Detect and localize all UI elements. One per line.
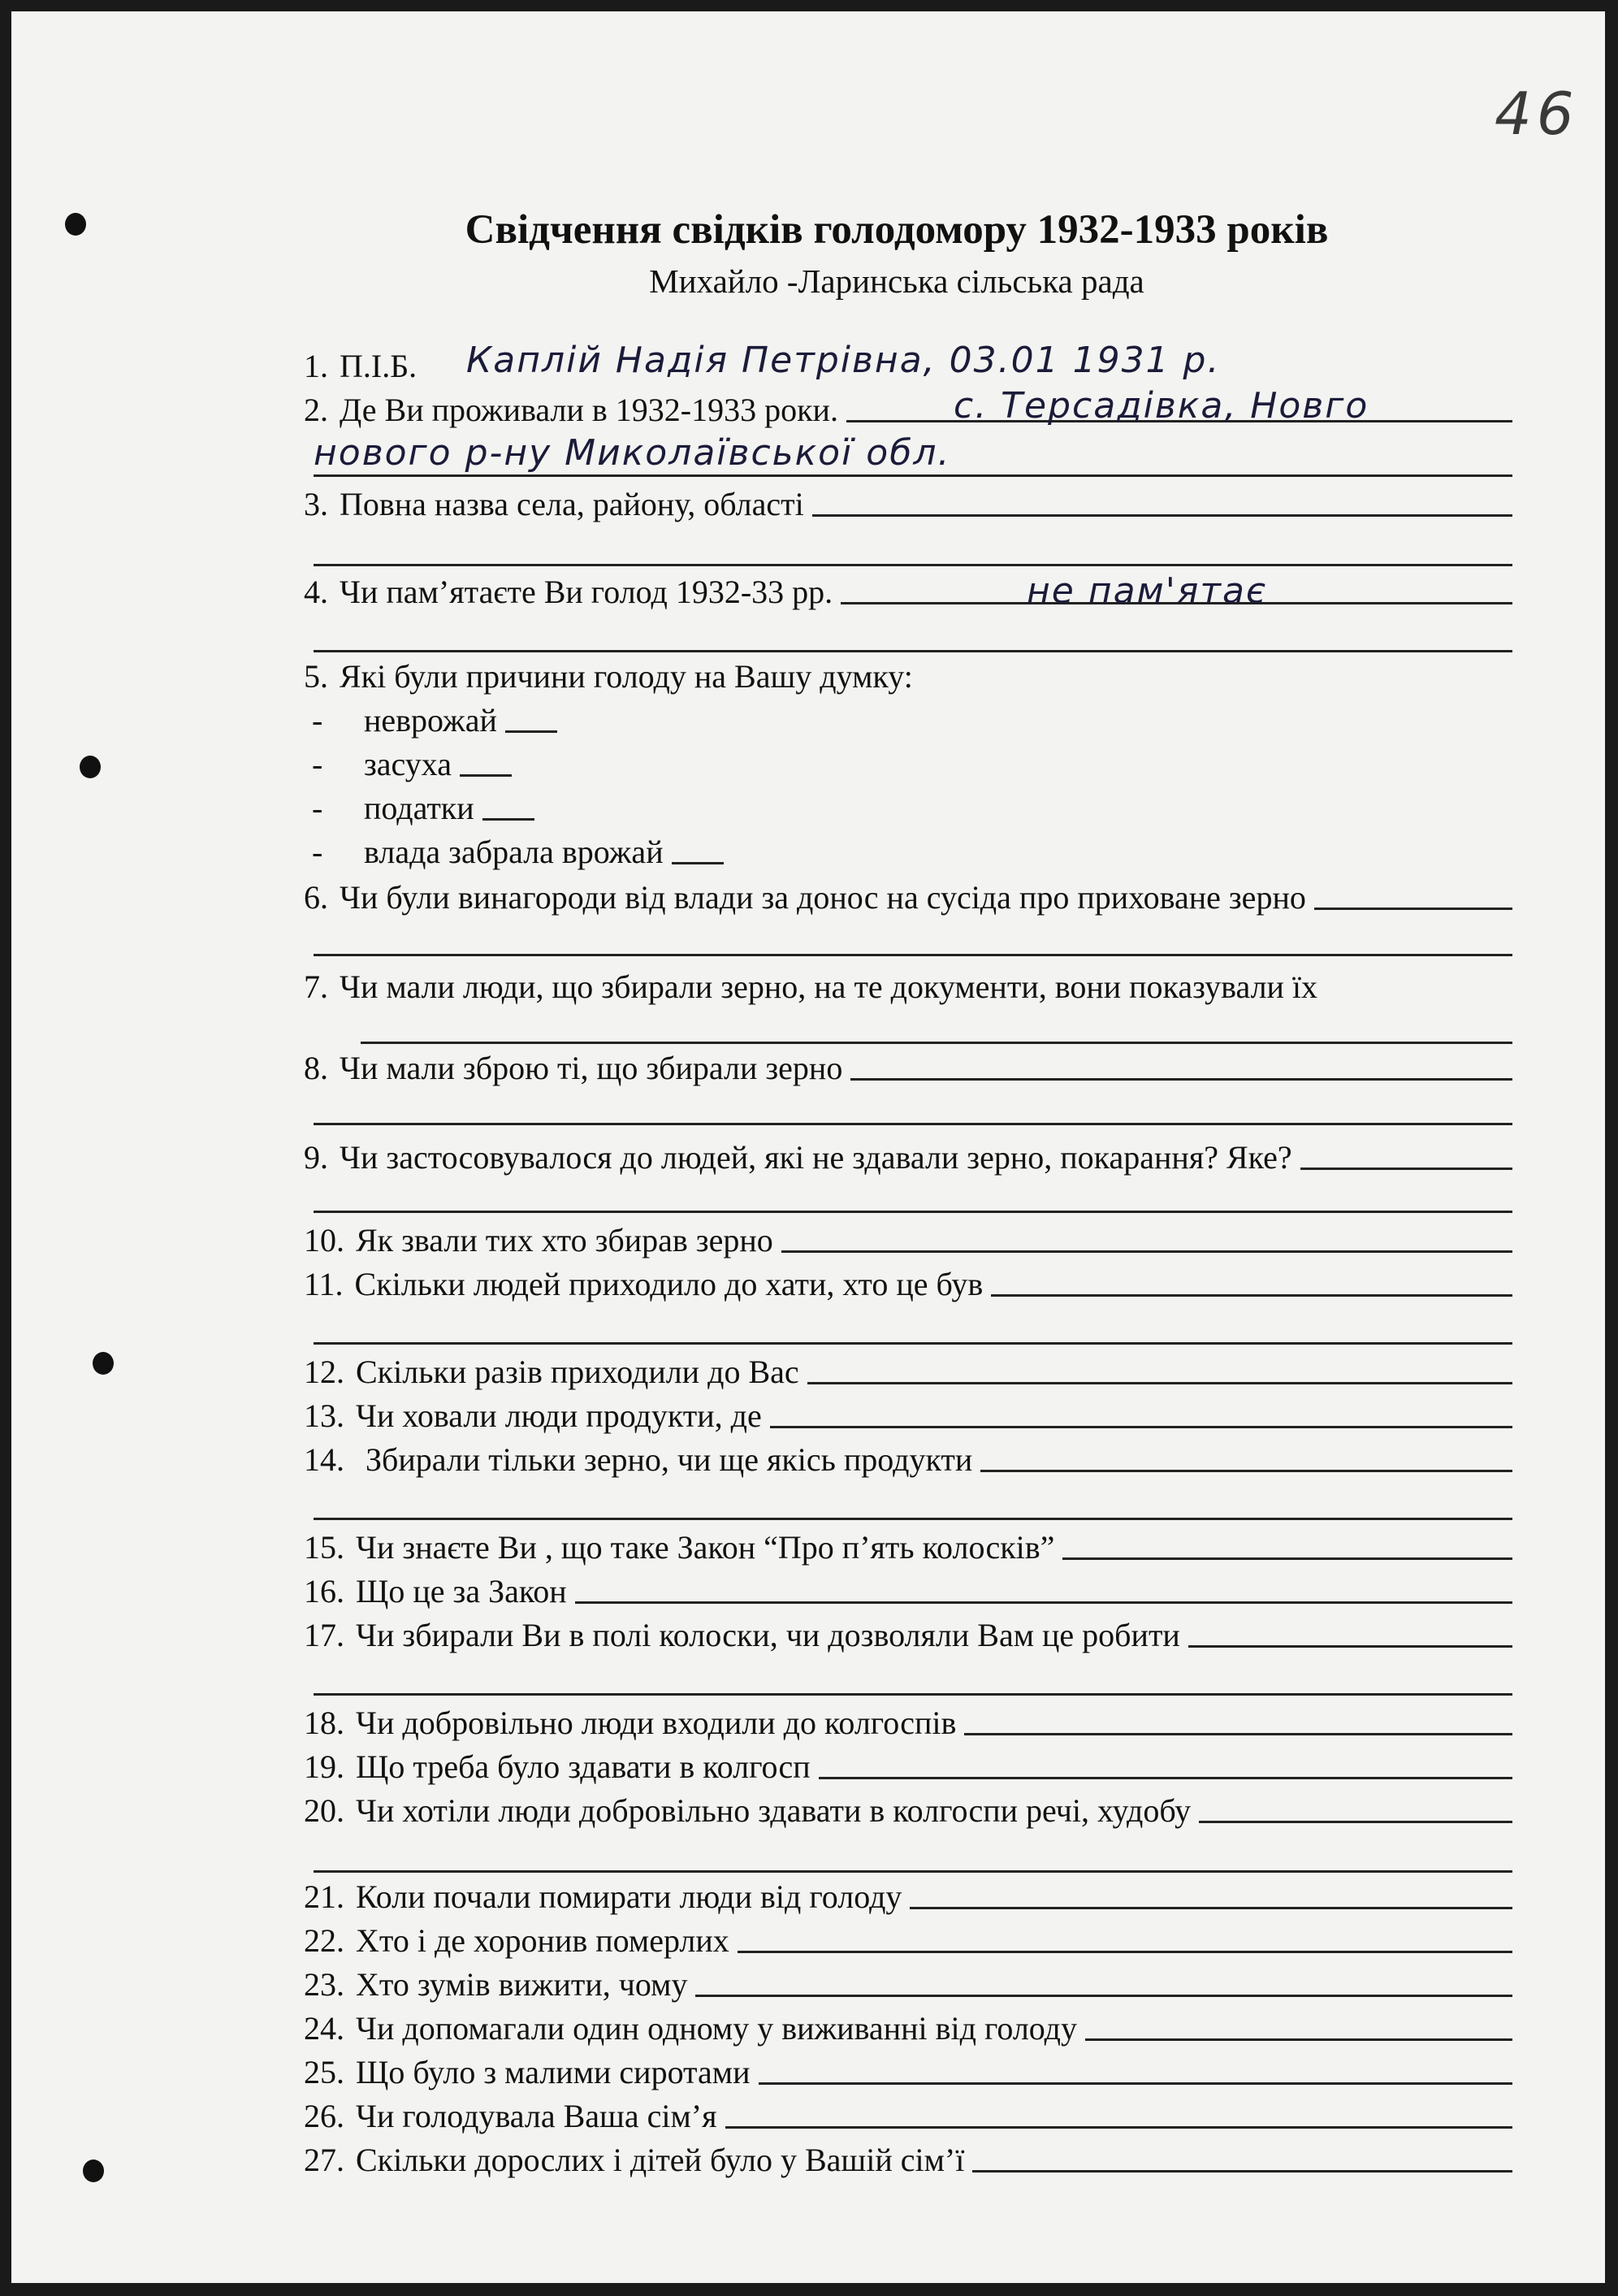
question-number: 11. xyxy=(304,1266,344,1302)
question-7 xyxy=(304,964,1512,1006)
answer-line[interactable] xyxy=(1300,1135,1512,1170)
answer-line[interactable] xyxy=(314,1211,1512,1213)
question-12 xyxy=(304,1349,1512,1391)
answer-line[interactable] xyxy=(991,1262,1512,1297)
question-19 xyxy=(304,1744,1512,1786)
questionnaire-page xyxy=(11,11,1605,2283)
question-27 xyxy=(304,2137,1512,2179)
punch-hole xyxy=(80,756,101,778)
document-title: Свідчення свідків голодомору 1932-1933 років xyxy=(465,207,1329,253)
question-20 xyxy=(304,1787,1512,1830)
answer-line[interactable] xyxy=(819,1744,1512,1779)
question-text: Які були причини голоду на Вашу думку: xyxy=(340,658,913,695)
answer-line[interactable] xyxy=(781,1218,1512,1253)
answer-line[interactable] xyxy=(314,1693,1512,1696)
question-number: 18. xyxy=(304,1705,344,1741)
option-text: податки xyxy=(364,790,474,826)
handwritten-answer-residence-cont: нового р-ну Миколаївської обл. xyxy=(314,432,951,474)
answer-line[interactable] xyxy=(1085,2006,1512,2041)
question-text: Що було з малими сиротами xyxy=(356,2054,751,2090)
punch-hole xyxy=(83,2160,104,2182)
question-number: 20. xyxy=(304,1792,344,1829)
answer-line[interactable] xyxy=(1199,1788,1512,1823)
question-text: Скільки дорослих і дітей було у Вашій сім’ї xyxy=(356,2142,965,2178)
handwritten-answer-memory: не пам'ятає xyxy=(1027,570,1268,612)
question-5 xyxy=(304,653,1512,695)
answer-line[interactable] xyxy=(575,1569,1512,1604)
option-text: засуха xyxy=(364,746,452,782)
question-text: Де Ви проживали в 1932-1933 роки. xyxy=(340,392,838,428)
question-6 xyxy=(304,874,1512,916)
answer-line[interactable] xyxy=(361,1042,1512,1044)
answer-line[interactable] xyxy=(770,1393,1512,1428)
option-text: влада забрала врожай xyxy=(364,834,664,870)
answer-line[interactable] xyxy=(759,2050,1513,2085)
page-number: 46 xyxy=(1495,80,1579,148)
question-text: Повна назва села, району, області xyxy=(340,486,804,522)
answer-line[interactable] xyxy=(314,1123,1512,1125)
question-18 xyxy=(304,1700,1512,1742)
question-text: Чи мали зброю ті, що збирали зерно xyxy=(340,1050,843,1086)
question-text: Хто зумів вижити, чому xyxy=(356,1966,688,2003)
question-4 xyxy=(304,569,1512,611)
handwritten-answer-residence: с. Терсадівка, Новго xyxy=(954,385,1369,427)
answer-line[interactable] xyxy=(314,474,1512,477)
question-text: Що треба було здавати в колгосп xyxy=(356,1748,811,1785)
option-dash: - xyxy=(312,834,323,870)
answer-line[interactable] xyxy=(314,1342,1512,1345)
option-taxes xyxy=(312,785,1521,827)
question-17 xyxy=(304,1612,1512,1654)
question-15 xyxy=(304,1524,1512,1566)
question-number: 16. xyxy=(304,1573,344,1609)
answer-line[interactable] xyxy=(807,1349,1512,1384)
answer-line[interactable] xyxy=(314,650,1512,652)
question-10 xyxy=(304,1217,1512,1259)
question-number: 13. xyxy=(304,1397,344,1434)
question-8 xyxy=(304,1045,1512,1087)
question-23 xyxy=(304,1961,1512,2004)
option-drought xyxy=(312,741,1521,783)
answer-line[interactable] xyxy=(972,2138,1512,2173)
question-22 xyxy=(304,1917,1512,1960)
question-number: 14. xyxy=(304,1441,344,1478)
question-number: 6. xyxy=(304,879,328,916)
question-text: Чи мали люди, що збирали зерно, на те документи, вони показували їх xyxy=(340,968,1318,1005)
answer-line[interactable] xyxy=(738,1918,1512,1953)
question-number: 19. xyxy=(304,1748,344,1785)
question-text: Чи голодувала Ваша сім’я xyxy=(356,2098,717,2134)
question-number: 24. xyxy=(304,2010,344,2047)
question-text: П.І.Б. xyxy=(340,348,417,384)
question-14 xyxy=(304,1436,1512,1479)
question-number: 22. xyxy=(304,1922,344,1959)
question-text: Чи добровільно люди входили до колгоспів xyxy=(356,1705,957,1741)
answer-line[interactable] xyxy=(980,1437,1512,1472)
option-dash: - xyxy=(312,746,323,782)
question-text: Чи допомагали один одному у виживанні від голоду xyxy=(356,2010,1078,2047)
question-text: Чи застосовувалося до людей, які не здавали зерно, покарання? Яке? xyxy=(340,1139,1292,1176)
option-crop-failure xyxy=(312,697,1521,739)
question-24 xyxy=(304,2005,1512,2047)
handwritten-answer-name: Каплій Надія Петрівна, 03.01 1931 р. xyxy=(466,340,1221,381)
question-13 xyxy=(304,1393,1512,1435)
option-dash: - xyxy=(312,702,323,739)
question-number: 8. xyxy=(304,1050,328,1086)
answer-line[interactable] xyxy=(314,1870,1512,1873)
answer-line[interactable] xyxy=(1188,1613,1512,1648)
question-number: 26. xyxy=(304,2098,344,2134)
question-number: 25. xyxy=(304,2054,344,2090)
answer-line[interactable] xyxy=(505,698,557,733)
question-text: Чи знаєте Ви , що таке Закон “Про п’ять колосків” xyxy=(356,1529,1055,1566)
question-26 xyxy=(304,2093,1512,2135)
answer-line[interactable] xyxy=(695,1962,1512,1997)
document-subtitle: Михайло -Ларинська сільська рада xyxy=(649,262,1144,300)
option-text: неврожай xyxy=(364,702,497,739)
answer-line[interactable] xyxy=(964,1700,1512,1735)
question-number: 2. xyxy=(304,392,328,428)
question-number: 10. xyxy=(304,1222,344,1258)
question-text: Чи збирали Ви в полі колоски, чи дозволяли Вам це робити xyxy=(356,1617,1180,1653)
question-number: 7. xyxy=(304,968,328,1005)
question-11 xyxy=(304,1261,1512,1303)
answer-line[interactable] xyxy=(460,742,512,777)
question-number: 4. xyxy=(304,574,328,610)
answer-line[interactable] xyxy=(482,786,534,821)
question-25 xyxy=(304,2049,1512,2091)
question-text: Збирали тільки зерно, чи ще якісь продукти xyxy=(366,1441,973,1478)
answer-line[interactable] xyxy=(1314,875,1512,910)
answer-line[interactable] xyxy=(672,830,724,864)
question-number: 15. xyxy=(304,1529,344,1566)
question-number: 9. xyxy=(304,1139,328,1176)
answer-line[interactable] xyxy=(910,1874,1512,1909)
option-harvest-taken xyxy=(312,829,1521,871)
question-9 xyxy=(304,1134,1512,1176)
question-number: 5. xyxy=(304,658,328,695)
punch-hole xyxy=(93,1352,114,1375)
question-text: Чи хотіли люди добровільно здавати в колгоспи речі, худобу xyxy=(356,1792,1192,1829)
answer-line[interactable] xyxy=(1062,1525,1512,1560)
question-text: Чи пам’ятаєте Ви голод 1932-33 рр. xyxy=(340,574,833,610)
question-number: 23. xyxy=(304,1966,344,2003)
question-text: Чи ховали люди продукти, де xyxy=(356,1397,762,1434)
question-text: Хто і де хоронив померлих xyxy=(356,1922,729,1959)
option-dash: - xyxy=(312,790,323,826)
question-number: 3. xyxy=(304,486,328,522)
question-number: 27. xyxy=(304,2142,344,2178)
answer-line[interactable] xyxy=(314,564,1512,566)
question-number: 1. xyxy=(304,348,328,384)
question-number: 17. xyxy=(304,1617,344,1653)
question-text: Як звали тих хто збирав зерно xyxy=(356,1222,773,1258)
question-text: Коли почали помирати люди від голоду xyxy=(356,1878,902,1915)
answer-line[interactable] xyxy=(314,954,1512,956)
question-text: Що це за Закон xyxy=(356,1573,567,1609)
question-16 xyxy=(304,1568,1512,1610)
question-3 xyxy=(304,481,1512,523)
answer-line[interactable] xyxy=(725,2094,1512,2129)
answer-line[interactable] xyxy=(314,1518,1512,1520)
answer-line[interactable] xyxy=(850,1046,1512,1081)
question-21 xyxy=(304,1874,1512,1916)
question-number: 12. xyxy=(304,1354,344,1390)
question-text: Скільки разів приходили до Вас xyxy=(356,1354,799,1390)
answer-line[interactable] xyxy=(812,482,1512,517)
question-text: Скільки людей приходило до хати, хто це був xyxy=(354,1266,984,1302)
question-text: Чи були винагороди від влади за донос на сусіда про приховане зерно xyxy=(340,879,1306,916)
question-number: 21. xyxy=(304,1878,344,1915)
